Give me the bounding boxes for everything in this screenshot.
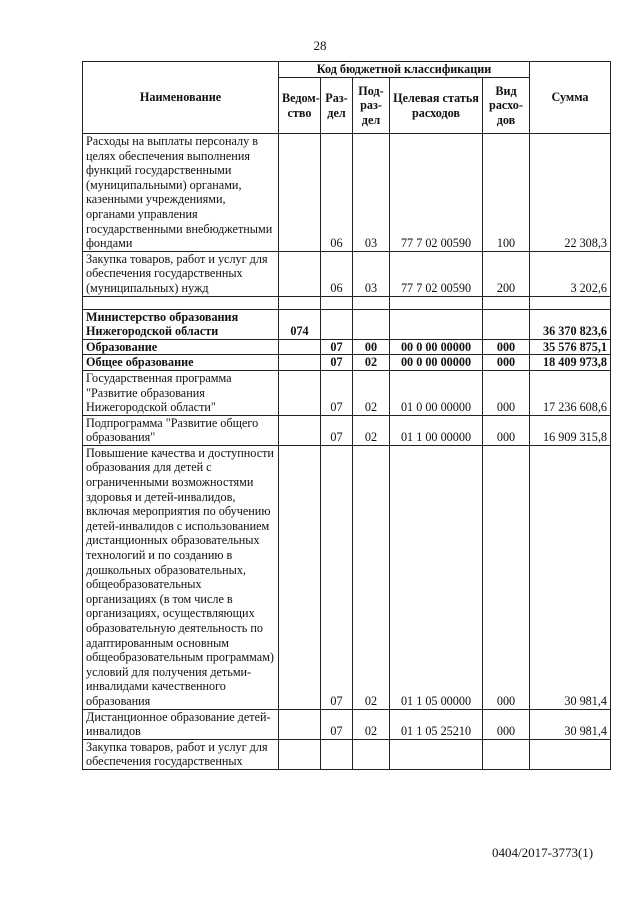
cell-vid: 000 bbox=[483, 445, 530, 709]
spacer-cell bbox=[390, 296, 483, 309]
cell-ved bbox=[279, 251, 321, 296]
cell-target: 01 1 00 00000 bbox=[390, 415, 483, 445]
cell-vid: 000 bbox=[483, 709, 530, 739]
cell-razdel: 07 bbox=[321, 709, 353, 739]
table-row bbox=[83, 134, 611, 252]
cell-razdel bbox=[321, 309, 353, 339]
cell-target bbox=[390, 309, 483, 339]
cell-ved: 074 bbox=[279, 309, 321, 339]
cell-podrazdel: 02 bbox=[353, 355, 390, 371]
cell-ved bbox=[279, 134, 321, 252]
cell-sum bbox=[530, 739, 611, 769]
cell-podrazdel: 00 bbox=[353, 339, 390, 355]
header-target: Целевая статья расходов bbox=[390, 78, 483, 134]
header-vid: Вид расхо-дов bbox=[483, 78, 530, 134]
cell-target: 01 0 00 00000 bbox=[390, 370, 483, 415]
spacer-cell bbox=[530, 296, 611, 309]
cell-target: 77 7 02 00590 bbox=[390, 134, 483, 252]
table-row bbox=[83, 709, 611, 739]
cell-vid bbox=[483, 309, 530, 339]
cell-vid: 200 bbox=[483, 251, 530, 296]
cell-razdel: 07 bbox=[321, 370, 353, 415]
spacer-cell bbox=[321, 296, 353, 309]
cell-podrazdel bbox=[353, 309, 390, 339]
cell-vid: 000 bbox=[483, 339, 530, 355]
cell-razdel: 06 bbox=[321, 251, 353, 296]
cell-target: 00 0 00 00000 bbox=[390, 339, 483, 355]
spacer-cell bbox=[279, 296, 321, 309]
table-row bbox=[83, 370, 611, 415]
cell-razdel: 07 bbox=[321, 415, 353, 445]
cell-razdel: 07 bbox=[321, 355, 353, 371]
table-row bbox=[83, 445, 611, 709]
table-row bbox=[83, 355, 611, 371]
cell-vid: 000 bbox=[483, 415, 530, 445]
cell-razdel: 07 bbox=[321, 339, 353, 355]
cell-podrazdel: 02 bbox=[353, 445, 390, 709]
table-row bbox=[83, 739, 611, 769]
table-row bbox=[83, 251, 611, 296]
cell-name: Общее образование bbox=[83, 355, 279, 371]
cell-sum: 22 308,3 bbox=[530, 134, 611, 252]
header-group-title: Код бюджетной классификации bbox=[279, 62, 530, 78]
cell-target: 01 1 05 00000 bbox=[390, 445, 483, 709]
cell-name: Министерство образования Нижегородской области bbox=[83, 309, 279, 339]
cell-ved bbox=[279, 370, 321, 415]
cell-vid: 100 bbox=[483, 134, 530, 252]
cell-razdel bbox=[321, 739, 353, 769]
cell-sum: 18 409 973,8 bbox=[530, 355, 611, 371]
table-row bbox=[83, 415, 611, 445]
spacer-cell bbox=[83, 296, 279, 309]
cell-ved bbox=[279, 339, 321, 355]
budget-table bbox=[82, 61, 611, 770]
table-row bbox=[83, 309, 611, 339]
cell-podrazdel: 03 bbox=[353, 134, 390, 252]
spacer-cell bbox=[353, 296, 390, 309]
cell-target: 00 0 00 00000 bbox=[390, 355, 483, 371]
cell-podrazdel: 02 bbox=[353, 370, 390, 415]
header-sum: Сумма bbox=[530, 62, 611, 134]
cell-target bbox=[390, 739, 483, 769]
document-code: 0404/2017-3773(1) bbox=[492, 845, 594, 860]
cell-vid bbox=[483, 739, 530, 769]
cell-name: Подпрограмма "Развитие общего образования" bbox=[83, 415, 279, 445]
table-body bbox=[83, 134, 611, 770]
header-razdel: Раз-дел bbox=[321, 78, 353, 134]
cell-name: Расходы на выплаты персоналу в целях обеспечения выполнения функций государственными (муниципальными) органами, казенными учреждениями, органами управления государственными внебюджетными фондами bbox=[83, 134, 279, 252]
cell-sum: 16 909 315,8 bbox=[530, 415, 611, 445]
header-name: Наименование bbox=[83, 62, 279, 134]
table-row bbox=[83, 339, 611, 355]
cell-podrazdel bbox=[353, 739, 390, 769]
header-podrazdel: Под-раз-дел bbox=[353, 78, 390, 134]
cell-sum: 30 981,4 bbox=[530, 445, 611, 709]
cell-razdel: 07 bbox=[321, 445, 353, 709]
cell-ved bbox=[279, 709, 321, 739]
page-number: 28 bbox=[313, 38, 327, 53]
cell-sum: 35 576 875,1 bbox=[530, 339, 611, 355]
cell-sum: 30 981,4 bbox=[530, 709, 611, 739]
cell-name: Повышение качества и доступности образования для детей с ограниченными возможностями здоровья и детей-инвалидов, включая мероприятия по обучению детей-инвалидов с использованием дистанционных образовательных технологий и по созданию в дошкольных образовательных, общеобразовательных организациях (в том числе в организациях, осуществляющих образовательную деятельность по адаптированным основным общеобразовательным программам) условий для получения детьми-инвалидами качественного образования bbox=[83, 445, 279, 709]
table-row bbox=[83, 296, 611, 309]
cell-target: 01 1 05 25210 bbox=[390, 709, 483, 739]
cell-podrazdel: 02 bbox=[353, 415, 390, 445]
cell-sum: 3 202,6 bbox=[530, 251, 611, 296]
spacer-cell bbox=[483, 296, 530, 309]
cell-vid: 000 bbox=[483, 370, 530, 415]
cell-vid: 000 bbox=[483, 355, 530, 371]
cell-razdel: 06 bbox=[321, 134, 353, 252]
cell-name: Государственная программа "Развитие образования Нижегородской области" bbox=[83, 370, 279, 415]
cell-name: Дистанционное образование детей-инвалидов bbox=[83, 709, 279, 739]
cell-name: Образование bbox=[83, 339, 279, 355]
cell-ved bbox=[279, 739, 321, 769]
cell-ved bbox=[279, 445, 321, 709]
cell-name: Закупка товаров, работ и услуг для обеспечения государственных bbox=[83, 739, 279, 769]
cell-sum: 36 370 823,6 bbox=[530, 309, 611, 339]
cell-name: Закупка товаров, работ и услуг для обеспечения государственных (муниципальных) нужд bbox=[83, 251, 279, 296]
cell-podrazdel: 03 bbox=[353, 251, 390, 296]
cell-target: 77 7 02 00590 bbox=[390, 251, 483, 296]
cell-podrazdel: 02 bbox=[353, 709, 390, 739]
header-ved: Ведом-ство bbox=[279, 78, 321, 134]
cell-ved bbox=[279, 415, 321, 445]
cell-sum: 17 236 608,6 bbox=[530, 370, 611, 415]
cell-ved bbox=[279, 355, 321, 371]
